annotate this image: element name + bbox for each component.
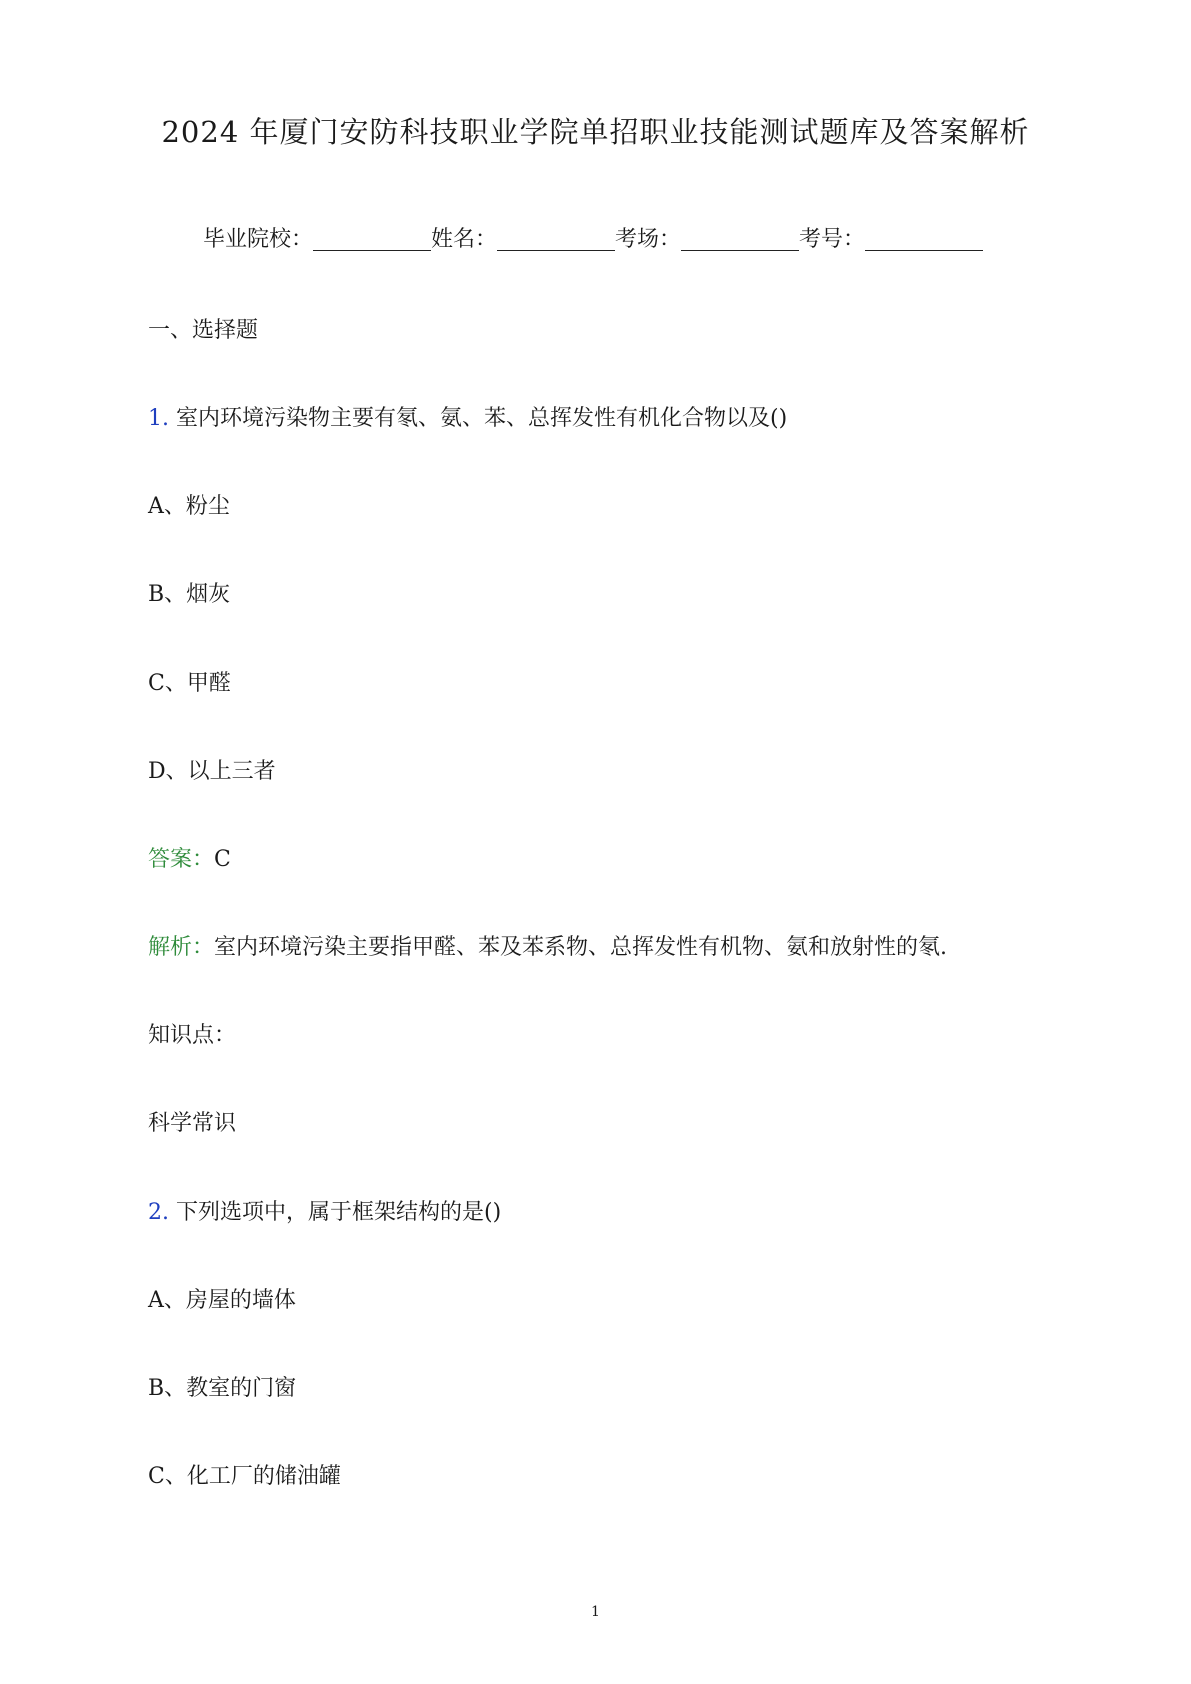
- room-label: 考场：: [615, 227, 682, 252]
- page-number: 1: [591, 1604, 600, 1620]
- answer-value: C: [214, 847, 231, 872]
- q2-option-c: C、化工厂的储油罐: [148, 1464, 341, 1489]
- question-2: [148, 1195, 501, 1226]
- q1-option-d: D、以上三者: [148, 759, 276, 784]
- number-blank: [865, 230, 983, 251]
- q1-option-b: B、烟灰: [148, 582, 231, 607]
- question-stem: 室内环境污染物主要有氡、氨、苯、总挥发性有机化合物以及(): [176, 406, 788, 431]
- question-number: 1.: [148, 406, 169, 431]
- q1-option-a: A、粉尘: [148, 494, 230, 519]
- q2-option-b: B、教室的门窗: [148, 1376, 297, 1401]
- question-stem: 下列选项中，属于框架结构的是(): [176, 1200, 502, 1225]
- number-label: 考号：: [799, 227, 866, 252]
- section-heading: 一、选择题: [148, 318, 259, 343]
- analysis-text: 室内环境污染主要指甲醛、苯及苯系物、总挥发性有机物、氨和放射性的氡.: [214, 935, 948, 960]
- name-blank: [497, 230, 615, 251]
- room-blank: [681, 230, 799, 251]
- q1-analysis: [148, 930, 947, 961]
- document-title: 2024 年厦门安防科技职业学院单招职业技能测试题库及答案解析: [161, 115, 1030, 149]
- school-label: 毕业院校：: [203, 227, 314, 252]
- q1-knowledge-label: 知识点：: [148, 1023, 237, 1048]
- q1-answer: [148, 842, 231, 873]
- analysis-label: 解析：: [148, 935, 215, 960]
- answer-label: 答案：: [148, 847, 215, 872]
- q1-option-c: C、甲醛: [148, 671, 231, 696]
- exam-info-row: [203, 222, 983, 253]
- name-label: 姓名：: [431, 227, 498, 252]
- question-1: [148, 401, 787, 432]
- q1-knowledge-point: 科学常识: [148, 1111, 237, 1136]
- school-blank: [313, 230, 431, 251]
- q2-option-a: A、房屋的墙体: [148, 1288, 296, 1313]
- question-number: 2.: [148, 1200, 169, 1225]
